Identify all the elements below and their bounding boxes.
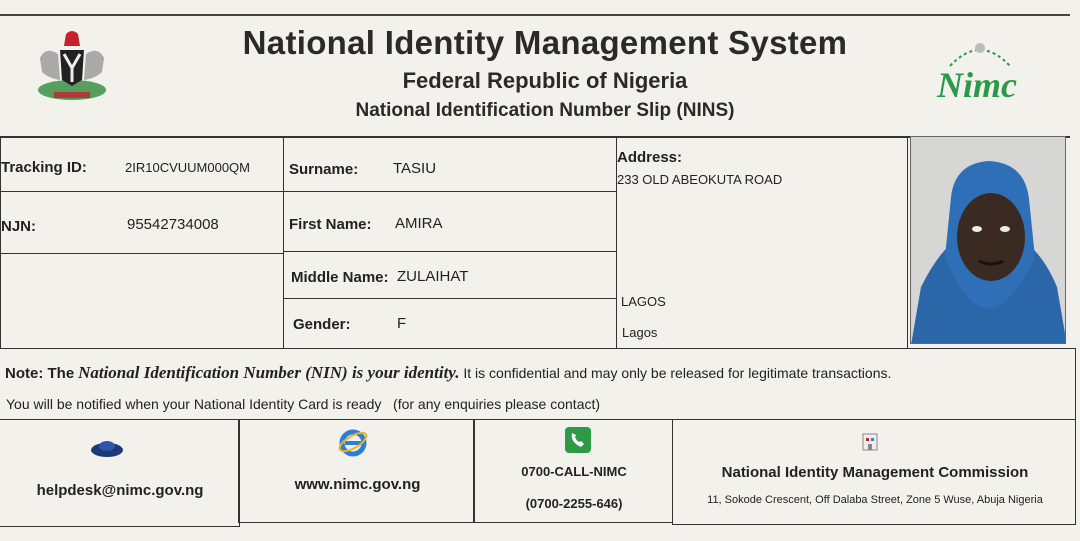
slip-header: [0, 14, 1070, 138]
nin-label: NJN:: [1, 218, 37, 235]
gender-label: Gender:: [293, 316, 351, 333]
tracking-value: 2IR10CVUUM000QM: [125, 160, 250, 175]
org-name: National Identity Management Commission: [721, 464, 1029, 481]
middle-name-label: Middle Name:: [291, 269, 389, 286]
address-cell: [616, 136, 908, 349]
tracking-cell: [0, 136, 284, 192]
phone-number-1[interactable]: 0700-CALL-NIMC: [521, 464, 627, 479]
address-line1: 233 OLD ABEOKUTA ROAD: [617, 172, 783, 187]
footer-website-cell: [238, 419, 475, 523]
note-rest: It is confidential and may only be released for legitimate transactions.: [463, 365, 892, 381]
note-emphasis: National Identification Number (NIN) is your identity.: [78, 363, 460, 382]
nimc-logo-text: Nimc: [937, 65, 1017, 105]
slip-name: National Identification Number Slip (NINS): [355, 100, 735, 121]
footer-office-cell: [672, 419, 1076, 525]
phone-number-2[interactable]: (0700-2255-646): [525, 496, 623, 511]
ie-browser-icon: [337, 426, 369, 458]
page-title: National Identity Management System: [242, 24, 848, 61]
phone-icon: [564, 426, 592, 454]
note-prefix: Note: The: [5, 365, 75, 382]
first-name-value: AMIRA: [395, 215, 443, 232]
gender-cell: [283, 298, 617, 349]
gender-value: F: [397, 315, 407, 332]
surname-label: Surname:: [289, 161, 359, 178]
footer-phone-cell: [473, 419, 673, 523]
address-label: Address:: [617, 149, 683, 166]
office-icon: [859, 428, 881, 452]
first-name-cell: [283, 191, 617, 252]
org-address: 11, Sokode Crescent, Off Dalaba Street, Zone 5 Wuse, Abuja Nigeria: [707, 494, 1043, 506]
footer-email-cell: [0, 419, 240, 527]
helpdesk-email[interactable]: helpdesk@nimc.gov.ng: [36, 482, 204, 499]
nin-cell: [0, 191, 284, 254]
website-link[interactable]: www.nimc.gov.ng: [294, 476, 421, 493]
note-line-2: You will be notified when your National Identity Card is ready (for any enquiries please contact): [6, 396, 601, 412]
email-icon: [90, 438, 124, 458]
empty-cell: [0, 253, 284, 349]
holder-photo-image: [911, 137, 1066, 344]
middle-name-cell: [283, 251, 617, 299]
page-subtitle: Federal Republic of Nigeria: [402, 68, 688, 93]
first-name-label: First Name:: [289, 216, 372, 233]
nin-value: 95542734008: [127, 216, 219, 233]
middle-name-value: ZULAIHAT: [397, 268, 469, 285]
address-state: Lagos: [622, 325, 658, 340]
note-line-1: [5, 363, 891, 383]
surname-cell: [283, 136, 617, 192]
holder-photo: [910, 136, 1066, 344]
address-city: LAGOS: [621, 294, 666, 309]
tracking-label: Tracking ID:: [1, 159, 87, 176]
surname-value: TASIU: [393, 160, 437, 177]
note-section: [0, 348, 1076, 420]
